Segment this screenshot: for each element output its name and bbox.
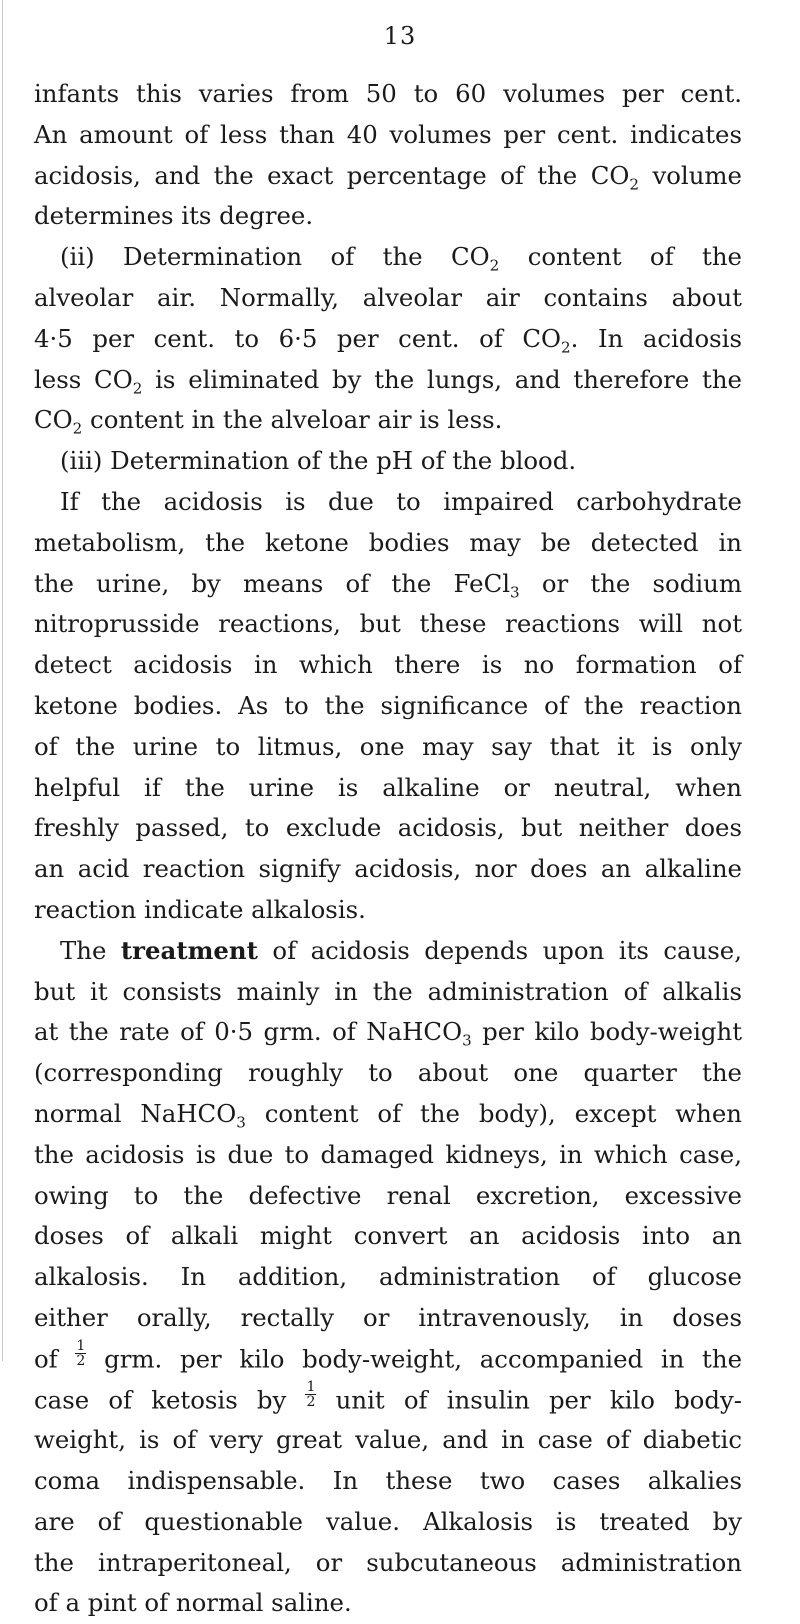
text-line: infants this varies from 50 to 60 volumes per cent. <box>34 79 742 108</box>
text-line: doses of alkali might convert an acidosis into an <box>34 1221 742 1251</box>
text-line: 4·5 per cent. to 6·5 per cent. of $CO_2$. In acidosis <box>34 323 742 357</box>
text-line: but it consists mainly in the administration of alkalis <box>34 976 742 1006</box>
text-line: An amount of less than 40 volumes per cent. indicates <box>34 119 742 149</box>
text-line: nitroprusside reactions, but these reactions will not <box>34 609 742 639</box>
text-line: determines its degree. <box>34 201 314 231</box>
text-line: alkalosis. In addition, administration of glucose <box>34 1262 742 1292</box>
text-line: the intraperitoneal, or subcutaneous administration <box>34 1547 742 1577</box>
text-line: case of ketosis by $\frac{1}{2}$ unit of insulin per kilo body- <box>34 1378 742 1414</box>
text-line: weight, is of very great value, and in case of diabetic <box>34 1425 742 1455</box>
text-line: detect acidosis in which there is no formation of <box>34 650 742 680</box>
text-line: reaction indicate alkalosis. <box>34 894 366 924</box>
text-line: (ii) Determination of the $CO_2$ content of the <box>60 242 742 275</box>
text-line: acidosis, and the exact percentage of the $CO_2$ volume <box>34 160 742 193</box>
text-line: less $CO_2$ is eliminated by the lungs, and therefore the <box>34 364 742 397</box>
text-line: the urine, by means of the FeCl$_3$ or the sodium <box>34 568 742 601</box>
text-line: at the rate of 0·5 grm. of NaHCO$_3$ per kilo body-weight <box>34 1017 742 1050</box>
page-gutter-line <box>2 0 3 1361</box>
bold-term: treatment <box>120 935 258 965</box>
text-line: coma indispensable. In these two cases alkalies <box>34 1466 742 1496</box>
text-line: of a pint of normal saline. <box>34 1588 352 1618</box>
text-line: an acid reaction signify acidosis, nor does an alkaline <box>34 854 742 884</box>
text-line: are of questionable value. Alkalosis is treated by <box>34 1506 742 1536</box>
text-line: The treatment of acidosis depends upon its cause, <box>60 935 742 965</box>
fraction-one-half: $\frac{1}{2}$ <box>306 1378 316 1410</box>
text-line: metabolism, the ketone bodies may be detected in <box>34 527 742 557</box>
text-line: of $\frac{1}{2}$ grm. per kilo body-weight, accompanied in the <box>34 1337 742 1373</box>
text-line: the acidosis is due to damaged kidneys, in which case, <box>34 1139 742 1169</box>
text-line: normal NaHCO$_3$ content of the body), except when <box>34 1098 742 1132</box>
text-line: If the acidosis is due to impaired carbohydrate <box>60 486 742 516</box>
text-line: (corresponding roughly to about one quarter the <box>34 1058 742 1088</box>
text-line: (iii) Determination of the pH of the blood. <box>60 446 577 476</box>
text-line: of the urine to litmus, one may say that it is only <box>34 731 742 761</box>
text-line: helpful if the urine is alkaline or neutral, when <box>34 772 742 802</box>
text-line: $CO_2$ content in the alveloar air is less. <box>34 405 503 438</box>
text-line: freshly passed, to exclude acidosis, but neither does <box>34 813 742 843</box>
text-line: either orally, rectally or intravenously, in doses <box>34 1302 742 1332</box>
body-text <box>34 74 742 1624</box>
text-line: alveolar air. Normally, alveolar air contains about <box>34 282 742 312</box>
fraction-one-half: $\frac{1}{2}$ <box>76 1337 86 1369</box>
text-line: owing to the defective renal excretion, excessive <box>34 1180 742 1210</box>
page-number: 13 <box>383 22 417 50</box>
text-line: ketone bodies. As to the significance of the reaction <box>34 690 742 720</box>
